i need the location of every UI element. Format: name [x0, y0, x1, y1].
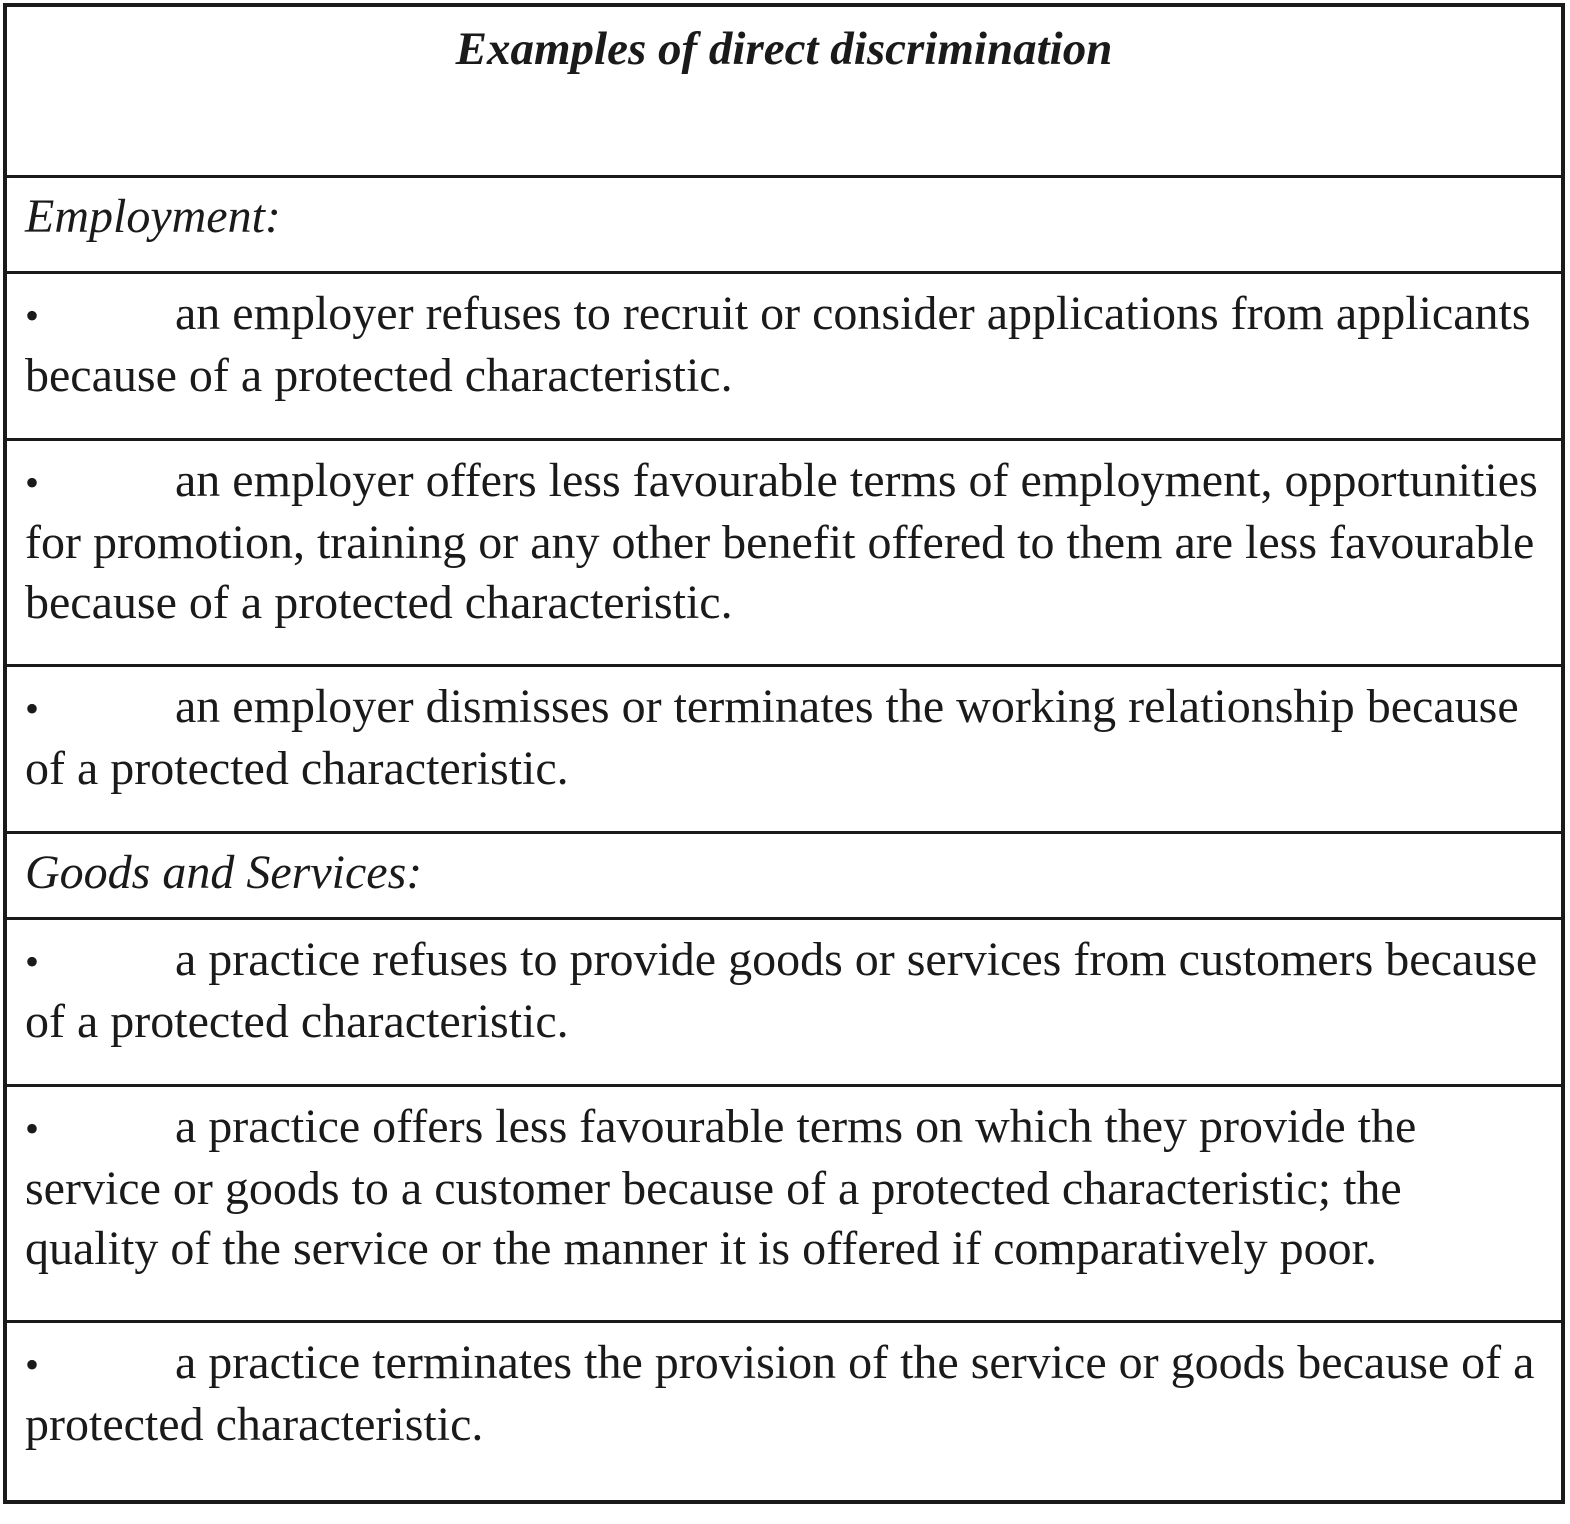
table-row [7, 664, 1561, 831]
list-item-text: a practice terminates the provision of the service or goods because of a protected characteristic. [25, 1336, 1535, 1451]
list-item-text: a practice offers less favourable terms on which they provide the service or goods to a customer because of a protected characteristic; the quality of the service or the manner it is offered if comparatively poor. [25, 1100, 1417, 1275]
table-row [7, 1084, 1561, 1320]
list-item-text: an employer dismisses or terminates the working relationship because of a protected characteristic. [25, 680, 1519, 795]
bullet-icon: • [25, 939, 40, 984]
table-title-row [7, 7, 1561, 175]
list-item-text: an employer offers less favourable terms of employment, opportunities for promotion, training or any other benefit offered to them are less favourable because of a protected characteristic. [25, 454, 1538, 629]
list-item [25, 284, 1543, 406]
section-heading-employment: Employment: [25, 190, 281, 243]
list-item-text: a practice refuses to provide goods or services from customers because of a protected characteristic. [25, 933, 1538, 1048]
list-item [25, 451, 1543, 633]
bullet-icon: • [25, 1106, 40, 1151]
table-title: Examples of direct discrimination [455, 23, 1113, 75]
section-heading-row-goods-services [7, 831, 1561, 917]
list-item [25, 930, 1543, 1052]
table-row [7, 438, 1561, 664]
bullet-icon: • [25, 686, 40, 731]
list-item [25, 1097, 1543, 1279]
table-row [7, 271, 1561, 438]
discrimination-examples-table [3, 3, 1565, 1504]
table-row [7, 1320, 1561, 1500]
bullet-icon: • [25, 460, 40, 505]
section-heading-row-employment [7, 175, 1561, 271]
list-item-text: an employer refuses to recruit or consider applications from applicants because of a protected characteristic. [25, 287, 1531, 402]
bullet-icon: • [25, 293, 40, 338]
list-item [25, 677, 1543, 799]
table-row [7, 917, 1561, 1084]
bullet-icon: • [25, 1342, 40, 1387]
section-heading-goods-services: Goods and Services: [25, 846, 423, 899]
list-item [25, 1333, 1543, 1455]
